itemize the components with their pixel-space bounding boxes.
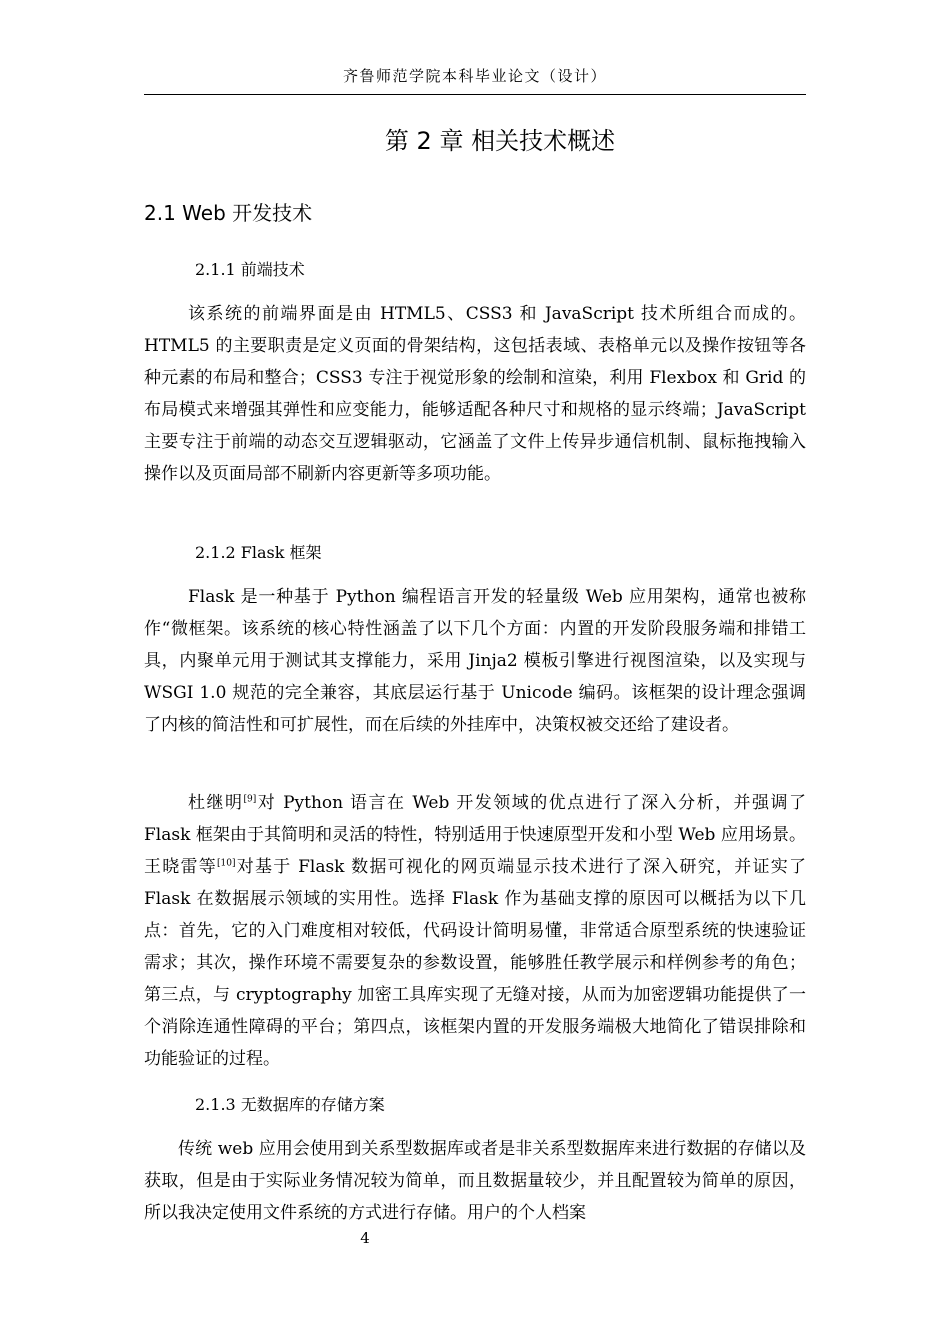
paragraph-flask-reasons (144, 787, 806, 1075)
running-header: 齐鲁师范学院本科毕业论文（设计） (342, 67, 607, 85)
header-divider (144, 94, 806, 95)
subsection-title-flask: 2.1.2 Flask 框架 (195, 543, 322, 562)
chapter-title: 第 2 章 相关技术概述 (384, 127, 616, 155)
paragraph-storage: 传统 web 应用会使用到关系型数据库或者是非关系型数据库来进行数据的存储以及获取，但是由于实际业务情况较为简单，而且数据量较少，并且配置较为简单的原因，所以我决定使用文件系统的方式进行存储。用户的个人档案 (144, 1139, 806, 1223)
citation-ref: [10] (216, 858, 236, 869)
subsection-title-frontend: 2.1.1 前端技术 (195, 260, 305, 279)
citation-ref: [9] (243, 794, 257, 805)
page-number: 4 (360, 1229, 370, 1247)
section-title: 2.1 Web 开发技术 (144, 201, 313, 225)
subsection-title-storage: 2.1.3 无数据库的存储方案 (195, 1095, 385, 1114)
paragraph-text: 对基于 Flask 数据可视化的网页端显示技术进行了深入研究，并证实了 Flask 在数据展示领域的实用性。选择 Flask 作为基础支撑的原因可以概括为以下几点：首先，它的入门难度相对较低，代码设计简明易懂，非常适合原型系统的快速验证需求；其次，操作环境不需要复杂的参数设置，能够胜任教学展示和样例参考的角色；第三点，与 cryptography 加密工具库实现了无缝对接，从而为加密逻辑功能提供了一个消除连通性障碍的平台；第四点，该框架内置的开发服务端极大地简化了错误排除和功能验证的过程。 (144, 857, 807, 1069)
paragraph-frontend: 该系统的前端界面是由 HTML5、CSS3 和 JavaScript 技术所组合而成的。HTML5 的主要职责是定义页面的骨架结构，这包括表域、表格单元以及操作按钮等各种元素的布局和整合；CSS3 专注于视觉形象的绘制和渲染，利用 Flexbox 和 Grid 的布局模式来增强其弹性和应变能力，能够适配各种尺寸和规格的显示终端；JavaScript 主要专注于前端的动态交互逻辑驱动，它涵盖了文件上传异步通信机制、鼠标拖拽输入操作以及页面局部不刷新内容更新等多项功能。 (144, 304, 806, 484)
paragraph-text: 对 Python 语言在 Web 开发领域的优点进行了深入分析，并强调了 Flask 框架由于其简明和灵活的特性，特别适用于快速原型开发和小型 Web 应用场景。王晓雷等 (144, 793, 807, 877)
paragraph-text: 杜继明 (188, 793, 244, 813)
paragraph-flask-intro: Flask 是一种基于 Python 编程语言开发的轻量级 Web 应用架构，通常也被称作“微框架。该系统的核心特性涵盖了以下几个方面：内置的开发阶段服务端和排错工具，内聚单元用于测试其支撑能力，采用 Jinja2 模板引擎进行视图渲染，以及实现与 WSGI 1.0 规范的完全兼容，其底层运行基于 Unicode 编码。该框架的设计理念强调了内核的简洁性和可扩展性，而在后续的外挂库中，决策权被交还给了建设者。 (144, 587, 806, 735)
